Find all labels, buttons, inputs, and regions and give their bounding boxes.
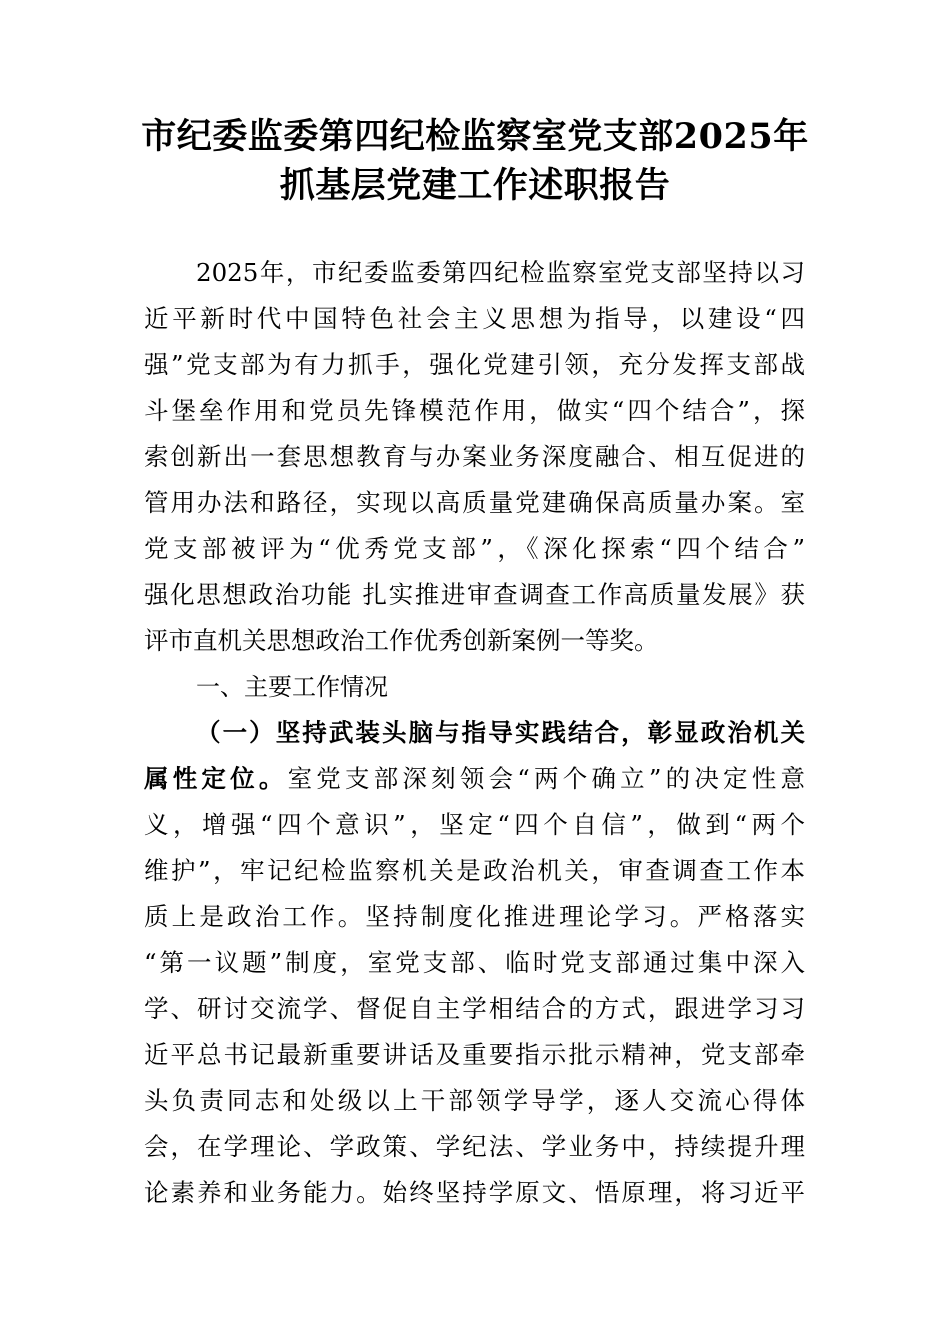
- intro-line: 索创新出一套思想教育与办案业务深度融合、相互促进的: [144, 442, 805, 471]
- title-line-2: 抓基层党建工作述职报告: [279, 165, 671, 206]
- subsection-line: 质上是政治工作。坚持制度化推进理论学习。严格落实: [144, 902, 805, 931]
- document-body: [144, 250, 805, 1216]
- intro-line: 管用办法和路径，实现以高质量党建确保高质量办案。室: [144, 488, 805, 517]
- subsection-line-2: [144, 756, 805, 802]
- subsection-line: 论素养和业务能力。始终坚持学原文、悟原理，将习近平: [144, 1178, 805, 1207]
- subsection-line: 会，在学理论、学政策、学纪法、学业务中，持续提升理: [144, 1132, 805, 1161]
- subsection-heading-line-1: （一）坚持武装头脑与指导实践结合，彰显政治机关: [196, 718, 805, 747]
- intro-line: 斗堡垒作用和党员先锋模范作用，做实“四个结合”，探: [144, 396, 805, 425]
- subsection-line-2-text: 室党支部深刻领会“两个确立”的决定性意: [287, 764, 805, 793]
- section-heading: 一、主要工作情况: [196, 673, 388, 701]
- intro-line: 党支部被评为“优秀党支部”，《深化探索“四个结合”: [144, 534, 805, 563]
- subsection-line: 近平总书记最新重要讲话及重要指示批示精神，党支部牵: [144, 1040, 805, 1069]
- subsection-line: 义，增强“四个意识”，坚定“四个自信”，做到“两个: [144, 810, 805, 839]
- intro-line: 评市直机关思想政治工作优秀创新案例一等奖。: [144, 626, 659, 655]
- subsection-line: 维护”，牢记纪检监察机关是政治机关，审查调查工作本: [144, 856, 805, 885]
- subsection-heading-tail: 属性定位。: [144, 764, 288, 793]
- document-title: [110, 112, 840, 210]
- subsection-line: “第一议题”制度，室党支部、临时党支部通过集中深入: [144, 948, 805, 977]
- subsection-line: 头负责同志和处级以上干部领学导学，逐人交流心得体: [144, 1086, 805, 1115]
- intro-line: 2025年，市纪委监委第四纪检监察室党支部坚持以习: [196, 258, 805, 287]
- intro-line: 强”党支部为有力抓手，强化党建引领，充分发挥支部战: [144, 350, 805, 379]
- intro-line: 近平新时代中国特色社会主义思想为指导，以建设“四: [144, 304, 805, 333]
- subsection-line: 学、研讨交流学、督促自主学相结合的方式，跟进学习习: [144, 994, 805, 1023]
- title-line-1: 市纪委监委第四纪检监察室党支部2025年: [141, 116, 809, 157]
- intro-line: 强化思想政治功能 扎实推进审查调查工作高质量发展》获: [144, 580, 805, 609]
